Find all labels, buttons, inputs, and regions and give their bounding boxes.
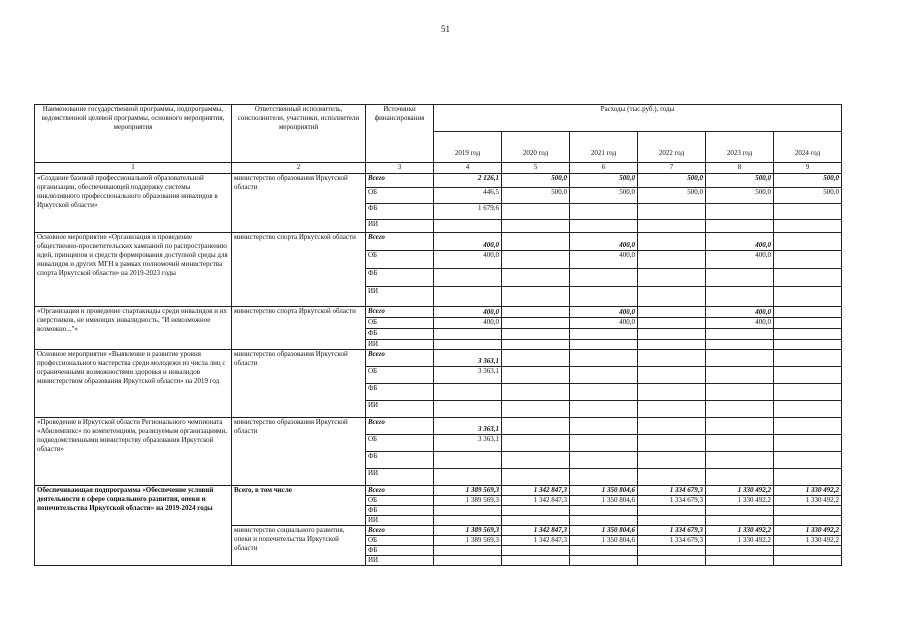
table-row (35, 233, 842, 251)
measure-name: Основное мероприятие «Организация и проведение общественно-просветительских кампаний по распространению идей, принципов и средств формирования доступной среды для инвалидов и других МГН в рамках полномочий министерства спорта Иркутской области» на 2019-2023 годы (35, 233, 232, 307)
amount-cell (502, 220, 570, 233)
amount-cell (502, 516, 570, 526)
amount-cell: 1 342 847,3 (502, 526, 570, 536)
amount-cell (570, 367, 638, 384)
amount-cell: 500,0 (774, 174, 842, 188)
amount-cell (638, 452, 706, 469)
column-index: 1 (35, 163, 232, 174)
amount-cell (570, 204, 638, 220)
amount-cell (638, 340, 706, 350)
amount-cell (570, 401, 638, 418)
funding-source: ИИ (366, 469, 434, 486)
header-year: 2020 год (502, 132, 570, 163)
amount-cell: 400,0 (706, 318, 774, 329)
amount-cell (774, 287, 842, 307)
funding-source: Всего (366, 526, 434, 536)
amount-cell (502, 556, 570, 566)
column-index: 2 (232, 163, 366, 174)
amount-cell (570, 220, 638, 233)
amount-cell: 2 126,1 (434, 174, 502, 188)
page-number: 51 (441, 24, 450, 34)
measure-name: «Создание базовой профессиональной образовательной организации, обеспечивающей поддержку системы инклюзивного профессионального образования инвалидов в Иркутской области» (35, 174, 232, 233)
amount-cell (638, 435, 706, 452)
amount-cell (774, 546, 842, 556)
header-year: 2023 год (706, 132, 774, 163)
amount-cell (638, 329, 706, 340)
amount-cell: 400,0 (434, 233, 502, 251)
amount-cell: 500,0 (638, 174, 706, 188)
amount-cell (706, 350, 774, 367)
amount-cell (706, 516, 774, 526)
amount-cell: 1 330 492,2 (774, 536, 842, 546)
amount-cell (502, 269, 570, 287)
executor-name: министерство спорта Иркутской области (232, 307, 366, 350)
header-year: 2024 год (774, 132, 842, 163)
amount-cell: 1 350 804,6 (570, 496, 638, 506)
amount-cell (774, 307, 842, 318)
amount-cell (638, 269, 706, 287)
amount-cell (434, 329, 502, 340)
funding-source: Всего (366, 418, 434, 435)
amount-cell (570, 350, 638, 367)
funding-source: Всего (366, 486, 434, 496)
amount-cell (434, 516, 502, 526)
header-year: 2021 год (570, 132, 638, 163)
amount-cell (434, 556, 502, 566)
table-row (35, 486, 842, 496)
amount-cell (434, 401, 502, 418)
amount-cell (434, 469, 502, 486)
executor-name: министерство социального развития, опеки и попечительства Иркутской области (232, 526, 366, 566)
amount-cell (434, 220, 502, 233)
amount-cell (774, 556, 842, 566)
amount-cell (502, 435, 570, 452)
amount-cell (706, 401, 774, 418)
amount-cell (638, 287, 706, 307)
amount-cell (706, 269, 774, 287)
funding-source: ФБ (366, 329, 434, 340)
executor-name: министерство образования Иркутской области (232, 174, 366, 233)
amount-cell (638, 307, 706, 318)
amount-cell: 400,0 (570, 307, 638, 318)
header-expenses: Расходы (тыс.руб.), годы (434, 105, 842, 132)
amount-cell: 1 350 804,6 (570, 536, 638, 546)
column-index: 4 (434, 163, 502, 174)
amount-cell (638, 516, 706, 526)
funding-source: ОБ (366, 318, 434, 329)
funding-source: ИИ (366, 287, 434, 307)
amount-cell (638, 506, 706, 516)
amount-cell (638, 220, 706, 233)
amount-cell (774, 233, 842, 251)
amount-cell (774, 418, 842, 435)
funding-source: ОБ (366, 435, 434, 452)
budget-table (34, 104, 842, 566)
funding-source: ФБ (366, 546, 434, 556)
amount-cell (706, 204, 774, 220)
amount-cell (638, 233, 706, 251)
amount-cell: 3 363,1 (434, 418, 502, 435)
amount-cell (638, 418, 706, 435)
amount-cell (570, 435, 638, 452)
column-index: 7 (638, 163, 706, 174)
header-name: Наименование государственной программы, подпрограммы, ведомственной целевой программы, основного мероприятия, мероприятия (35, 105, 232, 163)
table-row (35, 350, 842, 367)
amount-cell (638, 546, 706, 556)
amount-cell: 400,0 (434, 307, 502, 318)
header-source: Источники финансирования (366, 105, 434, 163)
amount-cell (570, 384, 638, 401)
funding-source: ФБ (366, 269, 434, 287)
funding-source: ИИ (366, 556, 434, 566)
amount-cell: 400,0 (706, 233, 774, 251)
amount-cell: 3 363,1 (434, 350, 502, 367)
amount-cell (706, 556, 774, 566)
amount-cell: 400,0 (706, 307, 774, 318)
amount-cell (502, 384, 570, 401)
amount-cell: 3 363,1 (434, 367, 502, 384)
amount-cell (570, 546, 638, 556)
amount-cell (638, 401, 706, 418)
amount-cell: 1 330 492,2 (706, 496, 774, 506)
amount-cell (638, 367, 706, 384)
amount-cell: 1 330 492,2 (706, 536, 774, 546)
amount-cell (774, 367, 842, 384)
funding-source: ОБ (366, 536, 434, 546)
amount-cell (502, 340, 570, 350)
amount-cell: 1 350 804,6 (570, 486, 638, 496)
measure-name: «Организация и проведение спартакиады среди инвалидов и их сверстников, не имеющих инвалидность, "И невозможное возможно..."» (35, 307, 232, 350)
amount-cell (774, 329, 842, 340)
amount-cell (638, 556, 706, 566)
funding-source: ИИ (366, 401, 434, 418)
amount-cell (502, 506, 570, 516)
column-index: 8 (706, 163, 774, 174)
amount-cell: 3 363,1 (434, 435, 502, 452)
amount-cell (774, 340, 842, 350)
amount-cell: 1 330 492,2 (706, 486, 774, 496)
amount-cell (706, 506, 774, 516)
column-index: 3 (366, 163, 434, 174)
amount-cell (434, 287, 502, 307)
amount-cell (570, 516, 638, 526)
amount-cell: 500,0 (570, 174, 638, 188)
amount-cell (774, 452, 842, 469)
amount-cell (570, 556, 638, 566)
measure-name: «Проведение в Иркутской области Регионального чемпионата «Абилимпикс» по компетенциям, реализуемым организациями, подведомственными министерству образования Иркутской области» (35, 418, 232, 486)
executor-name: министерство образования Иркутской области (232, 350, 366, 418)
amount-cell (570, 452, 638, 469)
amount-cell: 1 389 569,3 (434, 526, 502, 536)
amount-cell (570, 340, 638, 350)
amount-cell: 500,0 (502, 188, 570, 204)
amount-cell (706, 435, 774, 452)
amount-cell (434, 340, 502, 350)
amount-cell (502, 233, 570, 251)
amount-cell (774, 516, 842, 526)
executor-total: Всего, в том числе (232, 486, 366, 526)
amount-cell: 1 334 679,3 (638, 536, 706, 546)
amount-cell (706, 340, 774, 350)
amount-cell (638, 204, 706, 220)
table-row (35, 418, 842, 435)
amount-cell (434, 546, 502, 556)
amount-cell (774, 204, 842, 220)
amount-cell: 1 342 847,3 (502, 496, 570, 506)
amount-cell (774, 469, 842, 486)
amount-cell (502, 452, 570, 469)
amount-cell: 500,0 (502, 174, 570, 188)
amount-cell: 1 342 847,3 (502, 486, 570, 496)
amount-cell: 500,0 (706, 188, 774, 204)
amount-cell (706, 367, 774, 384)
amount-cell: 1 330 492,2 (706, 526, 774, 536)
funding-source: ИИ (366, 340, 434, 350)
amount-cell: 1 350 804,6 (570, 526, 638, 536)
amount-cell (638, 469, 706, 486)
column-index: 5 (502, 163, 570, 174)
column-index: 6 (570, 163, 638, 174)
amount-cell (502, 546, 570, 556)
amount-cell: 1 389 569,3 (434, 486, 502, 496)
amount-cell (706, 452, 774, 469)
column-index: 9 (774, 163, 842, 174)
amount-cell (434, 506, 502, 516)
amount-cell (774, 435, 842, 452)
amount-cell (774, 220, 842, 233)
amount-cell (706, 469, 774, 486)
amount-cell: 400,0 (706, 251, 774, 269)
table-row (35, 174, 842, 188)
amount-cell (774, 269, 842, 287)
amount-cell: 1 389 569,3 (434, 536, 502, 546)
amount-cell: 1 330 492,2 (774, 486, 842, 496)
amount-cell (570, 469, 638, 486)
amount-cell (502, 204, 570, 220)
amount-cell: 400,0 (570, 251, 638, 269)
amount-cell: 400,0 (570, 233, 638, 251)
funding-source: ФБ (366, 452, 434, 469)
amount-cell (706, 546, 774, 556)
funding-source: Всего (366, 350, 434, 367)
amount-cell (774, 318, 842, 329)
amount-cell (774, 350, 842, 367)
amount-cell: 1 330 492,2 (774, 496, 842, 506)
amount-cell (638, 251, 706, 269)
amount-cell (502, 329, 570, 340)
amount-cell (570, 418, 638, 435)
amount-cell (706, 384, 774, 401)
amount-cell (570, 506, 638, 516)
amount-cell (502, 318, 570, 329)
measure-name: Основное мероприятие «Выявление и развитие уровня профессионального мастерства среди молодежи из числа лиц с ограниченными возможностями здоровья и инвалидов министерством образования Иркутской области» на 2019 год (35, 350, 232, 418)
amount-cell (638, 318, 706, 329)
amount-cell (774, 384, 842, 401)
subprogram-name: Обеспечивающая подпрограмма «Обеспечение условий деятельности в сфере социального развития, опеки и попечительства Иркутской области» на 2019-2024 годы (35, 486, 232, 566)
amount-cell (638, 350, 706, 367)
executor-name: министерство спорта Иркутской области (232, 233, 366, 307)
amount-cell (774, 251, 842, 269)
funding-source: ФБ (366, 384, 434, 401)
amount-cell: 400,0 (434, 251, 502, 269)
amount-cell (502, 469, 570, 486)
amount-cell (502, 418, 570, 435)
amount-cell: 400,0 (570, 318, 638, 329)
funding-source: ОБ (366, 251, 434, 269)
amount-cell (774, 401, 842, 418)
amount-cell (434, 269, 502, 287)
amount-cell (502, 401, 570, 418)
funding-source: ИИ (366, 516, 434, 526)
amount-cell (502, 350, 570, 367)
amount-cell (434, 384, 502, 401)
amount-cell (570, 269, 638, 287)
amount-cell (570, 287, 638, 307)
amount-cell: 446,5 (434, 188, 502, 204)
amount-cell (706, 287, 774, 307)
amount-cell (434, 452, 502, 469)
amount-cell: 1 389 569,3 (434, 496, 502, 506)
funding-source: ФБ (366, 506, 434, 516)
amount-cell: 1 334 679,3 (638, 526, 706, 536)
amount-cell (502, 307, 570, 318)
header-executor: Ответственный исполнитель, соисполнители, участники, исполнители мероприятий (232, 105, 366, 163)
amount-cell (502, 251, 570, 269)
funding-source: ФБ (366, 204, 434, 220)
amount-cell (706, 220, 774, 233)
amount-cell: 500,0 (638, 188, 706, 204)
funding-source: ИИ (366, 220, 434, 233)
amount-cell (502, 287, 570, 307)
amount-cell (706, 418, 774, 435)
executor-name: министерство образования Иркутской области (232, 418, 366, 486)
amount-cell (706, 329, 774, 340)
table-row (35, 307, 842, 318)
amount-cell (502, 367, 570, 384)
funding-source: ОБ (366, 496, 434, 506)
amount-cell: 1 679,6 (434, 204, 502, 220)
funding-source: Всего (366, 233, 434, 251)
amount-cell (570, 329, 638, 340)
amount-cell: 1 334 679,3 (638, 496, 706, 506)
amount-cell: 500,0 (706, 174, 774, 188)
header-year: 2019 год (434, 132, 502, 163)
amount-cell: 500,0 (774, 188, 842, 204)
amount-cell: 1 334 679,3 (638, 486, 706, 496)
amount-cell (774, 506, 842, 516)
amount-cell: 500,0 (570, 188, 638, 204)
funding-source: Всего (366, 174, 434, 188)
header-year: 2022 год (638, 132, 706, 163)
amount-cell: 400,0 (434, 318, 502, 329)
amount-cell: 1 330 492,2 (774, 526, 842, 536)
amount-cell: 1 342 847,3 (502, 536, 570, 546)
funding-source: ОБ (366, 367, 434, 384)
funding-source: Всего (366, 307, 434, 318)
funding-source: ОБ (366, 188, 434, 204)
amount-cell (638, 384, 706, 401)
